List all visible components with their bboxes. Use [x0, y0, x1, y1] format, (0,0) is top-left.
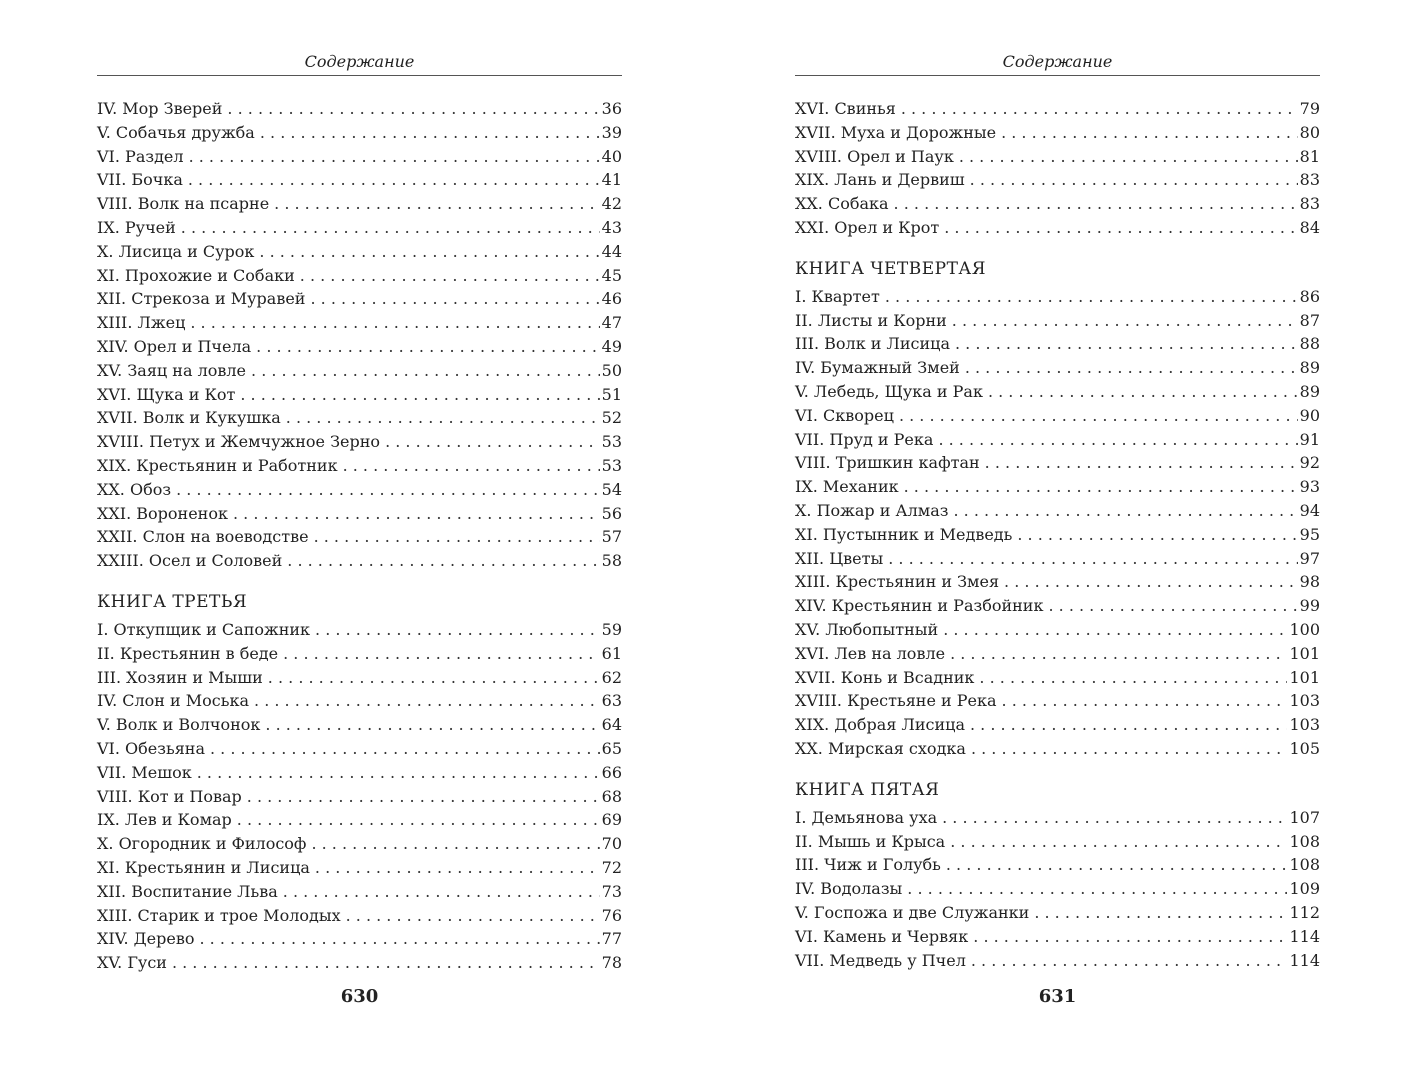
toc-entry [97, 97, 622, 121]
toc-entry-title: XII. Воспитание Льва [97, 881, 278, 901]
toc-entry-page: 72 [601, 857, 622, 877]
toc-entry-page: 81 [1299, 146, 1320, 166]
toc-entry-page: 40 [601, 146, 622, 166]
toc-entry-page: 59 [601, 619, 622, 639]
dot-leader [343, 454, 600, 478]
toc-entry [97, 192, 622, 216]
toc-entry-title: VII. Пруд и Река [795, 429, 934, 449]
toc-entry [97, 383, 622, 407]
toc-entry [795, 547, 1320, 571]
toc-entry-page: 64 [601, 715, 622, 735]
toc-entry [795, 332, 1320, 356]
toc-entry-title: IV. Слон и Моська [97, 691, 250, 711]
toc-entry-title: III. Волк и Лисица [795, 334, 950, 354]
toc-entry-title: IX. Лев и Комар [97, 810, 232, 830]
running-head: Содержание [304, 52, 415, 71]
toc-entries-book-three [97, 618, 622, 975]
toc-entry-title: VIII. Волк на псарне [97, 194, 270, 214]
toc-entry-title: IV. Бумажный Змей [795, 358, 960, 378]
toc-entry-page: 44 [601, 241, 622, 261]
page-number: 630 [340, 986, 379, 1007]
toc-entry-title: VI. Скворец [795, 405, 894, 425]
toc-entry-page: 69 [601, 810, 622, 830]
toc-entry [795, 877, 1320, 901]
toc-entry-page: 91 [1299, 429, 1320, 449]
dot-leader [970, 713, 1287, 737]
toc-entry [97, 927, 622, 951]
toc-entry-title: XIX. Крестьянин и Работник [97, 455, 338, 475]
dot-leader [227, 97, 599, 121]
dot-leader [346, 904, 600, 928]
toc-entry-title: XII. Стрекоза и Муравей [97, 289, 306, 309]
toc-entry [97, 430, 622, 454]
dot-leader [888, 547, 1297, 571]
toc-entry [795, 901, 1320, 925]
toc-entry-page: 68 [601, 786, 622, 806]
section-heading-book-four: КНИГА ЧЕТВЕРТАЯ [795, 258, 987, 279]
dot-leader [894, 192, 1298, 216]
toc-entry [795, 830, 1320, 854]
dot-leader [1001, 121, 1298, 145]
toc-entry-title: XVII. Конь и Всадник [795, 667, 975, 687]
toc-entry [97, 666, 622, 690]
dot-leader [314, 525, 600, 549]
toc-entry [795, 853, 1320, 877]
dot-leader [885, 285, 1298, 309]
toc-entry [97, 713, 622, 737]
toc-entry-page: 53 [601, 432, 622, 452]
toc-entry [97, 856, 622, 880]
dot-leader [310, 287, 599, 311]
toc-entry-page: 73 [601, 881, 622, 901]
toc-entry [795, 689, 1320, 713]
toc-entry-title: XII. Цветы [795, 548, 884, 568]
toc-entry-title: I. Демьянова уха [795, 807, 938, 827]
toc-entry [795, 97, 1320, 121]
dot-leader [971, 949, 1288, 973]
dot-leader [985, 451, 1298, 475]
toc-entry-page: 50 [601, 360, 622, 380]
toc-entry [97, 880, 622, 904]
toc-entry-title: XX. Обоз [97, 479, 172, 499]
dot-leader [265, 713, 599, 737]
page-number: 631 [1038, 986, 1077, 1007]
toc-entry-title: XVII. Волк и Кукушка [97, 408, 281, 428]
toc-entry [795, 523, 1320, 547]
toc-entry [795, 428, 1320, 452]
toc-entry [795, 570, 1320, 594]
toc-entry-page: 63 [601, 691, 622, 711]
toc-entry-title: XVI. Свинья [795, 99, 896, 118]
dot-leader [385, 430, 600, 454]
toc-entry-page: 66 [601, 762, 622, 782]
dot-leader [970, 168, 1298, 192]
header-rule [97, 75, 622, 76]
dot-leader [287, 549, 599, 573]
toc-entry-title: III. Хозяин и Мыши [97, 667, 263, 687]
dot-leader [176, 478, 600, 502]
dot-leader [971, 737, 1288, 761]
toc-entry-title: XXIII. Осел и Соловей [97, 551, 283, 571]
toc-entry [97, 287, 622, 311]
toc-entry-page: 83 [1299, 194, 1320, 214]
toc-entry [795, 925, 1320, 949]
toc-entry-page: 41 [601, 170, 622, 190]
toc-entry-title: V. Госпожа и две Служанки [795, 902, 1030, 922]
dot-leader [1002, 689, 1288, 713]
toc-entry-title: V. Волк и Волчонок [97, 715, 261, 735]
toc-entry-title: VI. Обезьяна [97, 738, 205, 758]
toc-entry-page: 57 [601, 527, 622, 547]
dot-leader [946, 853, 1288, 877]
toc-entry-title: X. Огородник и Философ [97, 834, 307, 854]
dot-leader [1034, 901, 1287, 925]
toc-entry-page: 94 [1299, 500, 1320, 520]
toc-entry [97, 808, 622, 832]
dot-leader [283, 880, 600, 904]
toc-entry [795, 380, 1320, 404]
toc-entry-page: 80 [1299, 122, 1320, 142]
toc-entry-page: 92 [1299, 453, 1320, 473]
toc-entry-page: 49 [601, 336, 622, 356]
left-page [97, 0, 622, 1080]
toc-entry-title: V. Лебедь, Щука и Рак [795, 381, 983, 401]
toc-entry-page: 86 [1299, 286, 1320, 306]
toc-entry [795, 309, 1320, 333]
toc-entry-title: XVI. Лев на ловле [795, 643, 946, 663]
dot-leader [899, 404, 1298, 428]
toc-entry-title: XVIII. Крестьяне и Река [795, 691, 997, 711]
toc-entry-title: VII. Бочка [97, 170, 183, 190]
toc-entry-page: 36 [601, 99, 622, 118]
toc-entry-page: 99 [1299, 596, 1320, 616]
toc-entry-title: IX. Ручей [97, 217, 176, 237]
toc-entry-title: XIII. Лжец [97, 313, 186, 333]
dot-leader [953, 499, 1297, 523]
toc-entry-title: VIII. Тришкин кафтан [795, 453, 980, 473]
toc-entry [795, 713, 1320, 737]
toc-entry-page: 103 [1289, 715, 1320, 735]
toc-entry [97, 525, 622, 549]
dot-leader [260, 121, 600, 145]
toc-entry-title: XV. Гуси [97, 953, 167, 973]
toc-entry-page: 95 [1299, 524, 1320, 544]
toc-entry-page: 89 [1299, 381, 1320, 401]
toc-entry-page: 109 [1289, 879, 1320, 899]
toc-entry-page: 76 [601, 905, 622, 925]
toc-entry-page: 54 [601, 479, 622, 499]
toc-entry-page: 46 [601, 289, 622, 309]
dot-leader [300, 264, 600, 288]
toc-entry-page: 77 [601, 929, 622, 949]
toc-entries-continued [97, 97, 622, 573]
toc-entry-title: XIII. Крестьянин и Змея [795, 572, 1000, 592]
toc-entry [97, 904, 622, 928]
dot-leader [240, 383, 599, 407]
toc-entry [97, 951, 622, 975]
dot-leader [938, 428, 1297, 452]
toc-entry [97, 549, 622, 573]
dot-leader [233, 502, 600, 526]
toc-entry [97, 454, 622, 478]
toc-entry-page: 83 [1299, 170, 1320, 190]
toc-entry-page: 114 [1289, 926, 1320, 946]
toc-entry-page: 65 [601, 738, 622, 758]
toc-entry-page: 43 [601, 217, 622, 237]
dot-leader [268, 666, 600, 690]
dot-leader [988, 380, 1298, 404]
dot-leader [959, 145, 1298, 169]
toc-entry [97, 618, 622, 642]
dot-leader [950, 830, 1287, 854]
toc-entry-title: VI. Раздел [97, 146, 184, 166]
dot-leader [943, 618, 1287, 642]
dot-leader [188, 168, 600, 192]
toc-entry-page: 88 [1299, 334, 1320, 354]
toc-entry [97, 335, 622, 359]
toc-entry-page: 62 [601, 667, 622, 687]
toc-entry [97, 737, 622, 761]
dot-leader [944, 216, 1297, 240]
dot-leader [247, 785, 600, 809]
toc-entry-page: 52 [601, 408, 622, 428]
dot-leader [973, 925, 1287, 949]
toc-entry [795, 356, 1320, 380]
toc-entry-page: 112 [1289, 902, 1320, 922]
toc-entry [97, 168, 622, 192]
dot-leader [315, 618, 600, 642]
toc-entry-title: VII. Мешок [97, 762, 192, 782]
dot-leader [942, 806, 1287, 830]
toc-entry-page: 105 [1289, 738, 1320, 758]
toc-entry-title: XI. Крестьянин и Лисица [97, 857, 310, 877]
toc-entry-title: XIV. Дерево [97, 929, 195, 949]
toc-entry-page: 61 [601, 643, 622, 663]
toc-entry [795, 949, 1320, 973]
toc-entry [795, 806, 1320, 830]
toc-entry [97, 502, 622, 526]
toc-entry-title: XIII. Старик и трое Молодых [97, 905, 341, 925]
toc-entry [795, 192, 1320, 216]
toc-right [795, 97, 1320, 972]
toc-entry-page: 39 [601, 122, 622, 142]
dot-leader [251, 359, 600, 383]
toc-entry-title: XX. Мирская сходка [795, 738, 966, 758]
dot-leader [1048, 594, 1297, 618]
right-page [795, 0, 1320, 1080]
toc-entries-book-five [795, 806, 1320, 973]
toc-entry-page: 90 [1299, 405, 1320, 425]
toc-entry-title: II. Листы и Корни [795, 310, 947, 330]
toc-entry-page: 78 [601, 953, 622, 973]
toc-entry [795, 475, 1320, 499]
toc-entry-title: XIX. Лань и Дервиш [795, 170, 965, 190]
toc-entry [97, 406, 622, 430]
toc-entries-book-four [795, 285, 1320, 761]
toc-entry-page: 47 [601, 313, 622, 333]
dot-leader [237, 808, 600, 832]
toc-entry-page: 51 [601, 384, 622, 404]
toc-entry [97, 761, 622, 785]
dot-leader [965, 356, 1298, 380]
toc-entry-page: 100 [1289, 619, 1320, 639]
toc-entries-continued [795, 97, 1320, 240]
toc-entry-page: 93 [1299, 477, 1320, 497]
toc-entry-page: 58 [601, 551, 622, 571]
toc-left [97, 97, 622, 975]
toc-entry-title: I. Откупщик и Сапожник [97, 619, 311, 639]
toc-entry-title: XX. Собака [795, 194, 889, 214]
dot-leader [955, 332, 1298, 356]
toc-entry [97, 642, 622, 666]
toc-entry-page: 89 [1299, 358, 1320, 378]
dot-leader [907, 877, 1287, 901]
toc-entry [795, 404, 1320, 428]
toc-entry-page: 108 [1289, 855, 1320, 875]
toc-entry [97, 359, 622, 383]
dot-leader [904, 475, 1298, 499]
toc-entry-title: XVIII. Орел и Паук [795, 146, 954, 166]
toc-entry-page: 107 [1289, 807, 1320, 827]
toc-entry [97, 240, 622, 264]
toc-entry [97, 145, 622, 169]
dot-leader [210, 737, 600, 761]
toc-entry-title: XV. Любопытный [795, 619, 939, 639]
toc-entry-title: XVIII. Петух и Жемчужное Зерно [97, 432, 381, 452]
dot-leader [1017, 523, 1297, 547]
toc-entry-page: 70 [601, 834, 622, 854]
dot-leader [181, 216, 600, 240]
toc-entry-title: XVII. Муха и Дорожные [795, 122, 997, 142]
dot-leader [254, 689, 600, 713]
toc-entry [795, 737, 1320, 761]
toc-entry [97, 689, 622, 713]
toc-entry-title: II. Мышь и Крыса [795, 831, 946, 851]
toc-entry-title: XXI. Вороненок [97, 503, 228, 523]
toc-entry [795, 666, 1320, 690]
toc-entry-page: 108 [1289, 831, 1320, 851]
toc-entry [97, 785, 622, 809]
toc-entry-title: V. Собачья дружба [97, 122, 255, 142]
dot-leader [274, 192, 599, 216]
toc-entry-title: XIV. Крестьянин и Разбойник [795, 596, 1044, 616]
dot-leader [189, 145, 600, 169]
toc-entry-title: VIII. Кот и Повар [97, 786, 242, 806]
dot-leader [256, 335, 599, 359]
toc-entry-title: XVI. Щука и Кот [97, 384, 236, 404]
toc-entry-page: 87 [1299, 310, 1320, 330]
dot-leader [286, 406, 600, 430]
dot-leader [259, 240, 599, 264]
header-rule [795, 75, 1320, 76]
toc-entry [97, 311, 622, 335]
toc-entry-page: 103 [1289, 691, 1320, 711]
toc-entry-page: 42 [601, 194, 622, 214]
toc-entry-title: XXII. Слон на воеводстве [97, 527, 309, 547]
toc-entry-title: VII. Медведь у Пчел [795, 950, 966, 970]
dot-leader [172, 951, 600, 975]
dot-leader [199, 927, 599, 951]
toc-entry-title: III. Чиж и Голубь [795, 855, 941, 875]
dot-leader [197, 761, 600, 785]
toc-entry [97, 478, 622, 502]
toc-entry [795, 145, 1320, 169]
toc-entry [795, 285, 1320, 309]
toc-entry-page: 101 [1289, 643, 1320, 663]
toc-entry [795, 594, 1320, 618]
section-heading-book-three: КНИГА ТРЕТЬЯ [97, 591, 248, 612]
toc-entry-page: 53 [601, 455, 622, 475]
toc-entry-title: X. Лисица и Сурок [97, 241, 255, 261]
dot-leader [315, 856, 600, 880]
toc-entry-page: 114 [1289, 950, 1320, 970]
toc-entry-title: VI. Камень и Червяк [795, 926, 969, 946]
toc-entry-page: 97 [1299, 548, 1320, 568]
toc-entry [97, 832, 622, 856]
toc-entry-title: IX. Механик [795, 477, 899, 497]
toc-entry [795, 618, 1320, 642]
toc-entry-title: II. Крестьянин в беде [97, 643, 279, 663]
running-head: Содержание [1002, 52, 1113, 71]
toc-entry-title: XIX. Добрая Лисица [795, 715, 965, 735]
toc-entry-title: XV. Заяц на ловле [97, 360, 247, 380]
toc-entry-page: 56 [601, 503, 622, 523]
dot-leader [950, 642, 1287, 666]
toc-entry [795, 451, 1320, 475]
toc-entry-page: 84 [1299, 217, 1320, 237]
dot-leader [283, 642, 600, 666]
toc-entry-page: 101 [1289, 667, 1320, 687]
toc-entry [795, 121, 1320, 145]
toc-entry-page: 98 [1299, 572, 1320, 592]
toc-entry-title: IV. Мор Зверей [97, 99, 223, 118]
toc-entry-title: I. Квартет [795, 286, 880, 306]
dot-leader [979, 666, 1287, 690]
toc-entry [795, 642, 1320, 666]
dot-leader [190, 311, 599, 335]
toc-entry [97, 216, 622, 240]
dot-leader [952, 309, 1298, 333]
toc-entry [97, 264, 622, 288]
dot-leader [311, 832, 599, 856]
toc-entry-page: 45 [601, 265, 622, 285]
section-heading-book-five: КНИГА ПЯТАЯ [795, 779, 940, 800]
dot-leader [901, 97, 1298, 121]
toc-entry [795, 499, 1320, 523]
toc-entry-title: IV. Водолазы [795, 879, 903, 899]
toc-entry [795, 216, 1320, 240]
toc-entry-title: XI. Пустынник и Медведь [795, 524, 1013, 544]
dot-leader [1004, 570, 1298, 594]
toc-entry-page: 79 [1299, 99, 1320, 118]
toc-entry-title: XXI. Орел и Крот [795, 217, 940, 237]
toc-entry [97, 121, 622, 145]
toc-entry-title: XIV. Орел и Пчела [97, 336, 252, 356]
toc-entry [795, 168, 1320, 192]
toc-entry-title: X. Пожар и Алмаз [795, 500, 949, 520]
toc-entry-title: XI. Прохожие и Собаки [97, 265, 295, 285]
